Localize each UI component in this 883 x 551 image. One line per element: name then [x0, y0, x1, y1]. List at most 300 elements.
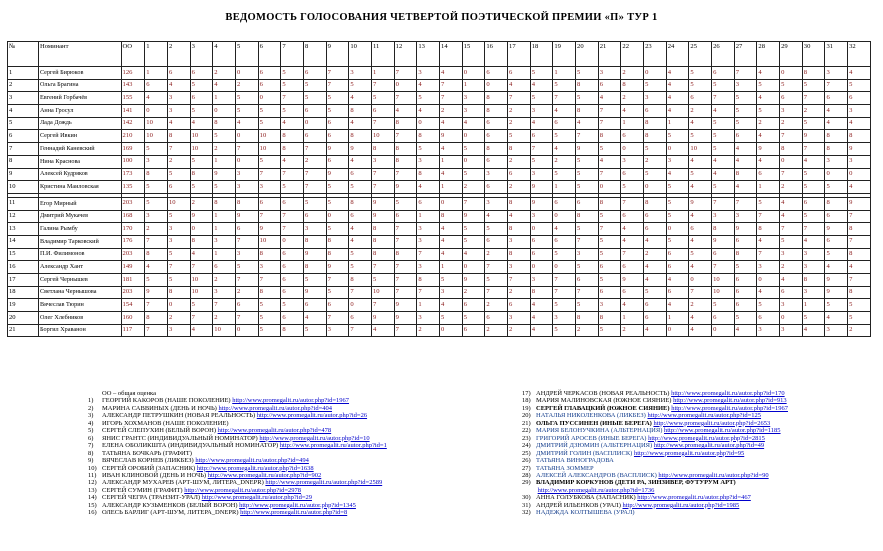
author-link[interactable]: http://www.promegalit.ru/autor.php?id=10 [259, 434, 370, 442]
juror-score-cell: 5 [508, 130, 531, 143]
juror-score-cell: 7 [598, 168, 621, 181]
juror-score-cell: 1 [553, 181, 576, 194]
author-link[interactable]: http://www.promegalit.ru/autor.php?id=2978 [184, 486, 301, 494]
juror-score-cell: 9 [258, 223, 281, 236]
juror-score-cell: 5 [712, 181, 735, 194]
juror-score-cell: 5 [576, 67, 599, 80]
juror-score-cell: 5 [644, 286, 667, 299]
juror-score-cell: 9 [734, 223, 757, 236]
author-link[interactable]: http://www.promegalit.ru/autor.php?id=494 [195, 457, 309, 465]
juror-score-cell: 0 [235, 130, 258, 143]
author-link[interactable]: http://www.promegalit.ru/autor.php?id=1967 [232, 397, 350, 405]
juror-score-cell: 7 [780, 168, 803, 181]
juror-score-cell: 0 [417, 117, 440, 130]
juror-score-cell: 5 [167, 168, 190, 181]
juror-score-cell: 8 [598, 197, 621, 210]
juror-score-cell: 0 [553, 210, 576, 223]
juror-score-cell: 3 [712, 210, 735, 223]
juror-score-cell: 8 [530, 286, 553, 299]
juror-score-cell: 6 [530, 235, 553, 248]
row-number: 9 [8, 168, 39, 181]
legend-number: 31) [522, 501, 531, 509]
juror-score-cell: 4 [757, 286, 780, 299]
legend-item [522, 450, 788, 457]
juror-score-cell: 3 [734, 79, 757, 92]
juror-score-cell: 0 [190, 223, 213, 236]
juror-score-cell: 8 [848, 286, 871, 299]
juror-score-cell: 3 [508, 235, 531, 248]
juror-score-cell: 7 [235, 312, 258, 325]
juror-score-cell: 8 [281, 324, 304, 337]
juror-score-cell: 5 [485, 274, 508, 287]
juror-score-cell: 3 [508, 261, 531, 274]
juror-score-cell: 2 [145, 223, 168, 236]
column-header: 14 [440, 42, 463, 67]
juror-score-cell: 6 [530, 130, 553, 143]
juror-score-cell: 7 [848, 235, 871, 248]
juror-score-cell: 6 [644, 312, 667, 325]
juror-score-cell: 7 [303, 181, 326, 194]
juror-score-cell: 6 [666, 248, 689, 261]
row-number: 5 [8, 117, 39, 130]
author-link[interactable]: http://www.promegalit.ru/autor.php?id=1638 [196, 464, 314, 472]
row-number: 20 [8, 312, 39, 325]
total-score-cell: 155 [121, 92, 145, 105]
juror-score-cell: 7 [576, 235, 599, 248]
juror-score-cell: 10 [258, 130, 281, 143]
legend-item [88, 479, 387, 486]
juror-score-cell: 6 [734, 130, 757, 143]
total-score-cell: 203 [121, 197, 145, 210]
juror-score-cell: 0 [848, 168, 871, 181]
juror-score-cell: 4 [417, 79, 440, 92]
juror-score-cell: 3 [326, 324, 349, 337]
author-link[interactable]: http://www.promegalit.ru/autor.php?id=8 [240, 509, 348, 517]
juror-score-cell: 8 [213, 197, 236, 210]
juror-score-cell: 3 [598, 67, 621, 80]
juror-score-cell: 8 [145, 248, 168, 261]
total-score-cell: 143 [121, 79, 145, 92]
juror-score-cell: 5 [440, 274, 463, 287]
juror-score-cell: 5 [757, 197, 780, 210]
juror-score-cell: 0 [666, 143, 689, 156]
juror-score-cell: 4 [145, 261, 168, 274]
juror-score-cell: 6 [326, 155, 349, 168]
legend-number: 29) [522, 479, 531, 487]
juror-score-cell: 8 [848, 130, 871, 143]
juror-score-cell: 8 [190, 168, 213, 181]
nominee-name: Светлана Чернышова [38, 286, 121, 299]
author-link[interactable]: http://www.promegalit.ru/autor.php?id=1736 [537, 486, 655, 494]
legend-item [88, 509, 387, 516]
juror-score-cell: 8 [825, 197, 848, 210]
juror-score-cell: 3 [462, 92, 485, 105]
juror-score-cell: 0 [281, 235, 304, 248]
column-header: 6 [258, 42, 281, 67]
legend-number: 15) [88, 501, 97, 509]
juror-score-cell: 0 [440, 197, 463, 210]
juror-score-cell: 5 [303, 197, 326, 210]
juror-score-cell: 8 [757, 223, 780, 236]
legend-item [88, 427, 387, 434]
juror-score-cell: 2 [689, 105, 712, 118]
juror-score-cell: 0 [326, 210, 349, 223]
juror-score-cell: 7 [372, 79, 395, 92]
juror-score-cell: 5 [281, 181, 304, 194]
juror-score-cell: 6 [644, 223, 667, 236]
juror-score-cell: 5 [757, 79, 780, 92]
juror-score-cell: 4 [825, 105, 848, 118]
legend-number: 27) [522, 464, 531, 472]
juror-score-cell: 5 [712, 299, 735, 312]
author-link[interactable]: http://www.promegalit.ru/autor.php?id=478 [217, 427, 332, 435]
table-row [8, 105, 871, 118]
table-row [8, 67, 871, 80]
author-link[interactable]: http://www.promegalit.ru/autor.php?id=90 [658, 471, 769, 479]
juror-score-cell: 8 [848, 223, 871, 236]
juror-score-cell: 2 [508, 117, 531, 130]
juror-score-cell: 2 [802, 105, 825, 118]
juror-score-cell: 5 [349, 261, 372, 274]
juror-score-cell: 6 [508, 299, 531, 312]
juror-name: ТАТЬЯНА БОЧКАРЬ (ГРАФИТ) [102, 449, 192, 457]
nominee-name: Галина Рымбу [38, 223, 121, 236]
juror-name: НАДЕЖДА КОЛТЫШЕВА (УРАЛ) [536, 509, 635, 517]
juror-score-cell: 3 [757, 261, 780, 274]
juror-score-cell: 6 [666, 286, 689, 299]
juror-score-cell: 0 [530, 261, 553, 274]
legend-item [522, 442, 788, 449]
legend-number: 16) [88, 509, 97, 517]
juror-score-cell: 4 [621, 235, 644, 248]
juror-score-cell: 4 [167, 79, 190, 92]
juror-score-cell: 5 [235, 261, 258, 274]
juror-score-cell: 7 [394, 92, 417, 105]
juror-score-cell: 0 [167, 299, 190, 312]
juror-score-cell: 6 [598, 261, 621, 274]
juror-score-cell: 4 [553, 143, 576, 156]
juror-score-cell: 7 [825, 79, 848, 92]
author-link[interactable]: http://www.promegalit.ru/autor.php?id=125 [647, 412, 762, 420]
juror-score-cell: 7 [508, 92, 531, 105]
juror-score-cell: 10 [190, 130, 213, 143]
table-row [8, 235, 871, 248]
juror-score-cell: 7 [167, 261, 190, 274]
column-header: 3 [190, 42, 213, 67]
juror-score-cell: 6 [190, 92, 213, 105]
juror-score-cell: 0 [530, 223, 553, 236]
juror-score-cell: 1 [757, 181, 780, 194]
author-link[interactable]: http://www.promegalit.ru/autor.php?id=1985 [622, 501, 740, 509]
author-link[interactable]: http://www.promegalit.ru/autor.php?id=467 [637, 494, 751, 502]
juror-score-cell: 0 [712, 324, 735, 337]
juror-score-cell: 4 [712, 168, 735, 181]
column-header: 20 [576, 42, 599, 67]
juror-score-cell: 5 [666, 235, 689, 248]
juror-score-cell: 2 [167, 312, 190, 325]
juror-score-cell: 2 [485, 299, 508, 312]
juror-score-cell: 8 [258, 286, 281, 299]
juror-score-cell: 5 [576, 168, 599, 181]
juror-score-cell: 7 [372, 299, 395, 312]
juror-score-cell: 0 [462, 155, 485, 168]
juror-score-cell: 9 [689, 197, 712, 210]
author-link[interactable]: http://www.promegalit.ru/autor.php?id=29 [201, 494, 312, 502]
juror-score-cell: 5 [598, 274, 621, 287]
juror-score-cell: 0 [145, 105, 168, 118]
juror-score-cell: 4 [530, 312, 553, 325]
juror-score-cell: 3 [825, 324, 848, 337]
legend-number: 26) [522, 457, 531, 465]
juror-score-cell: 9 [394, 299, 417, 312]
juror-score-cell: 3 [644, 92, 667, 105]
juror-score-cell: 8 [372, 143, 395, 156]
legend-item [88, 494, 387, 501]
juror-score-cell: 4 [802, 324, 825, 337]
juror-score-cell: 3 [167, 235, 190, 248]
juror-score-cell: 6 [485, 117, 508, 130]
juror-score-cell: 8 [167, 286, 190, 299]
juror-score-cell: 6 [372, 105, 395, 118]
juror-score-cell: 3 [598, 299, 621, 312]
column-header: 16 [485, 42, 508, 67]
juror-score-cell: 2 [303, 155, 326, 168]
juror-score-cell: 2 [508, 324, 531, 337]
juror-score-cell: 5 [553, 79, 576, 92]
author-link[interactable]: http://www.promegalit.ru/autor.php?id=1967 [671, 404, 788, 412]
total-score-cell: 173 [121, 168, 145, 181]
juror-score-cell: 4 [712, 105, 735, 118]
juror-score-cell: 8 [349, 130, 372, 143]
author-link[interactable]: http://www.promegalit.ru/autor.php?id=1 [279, 442, 387, 450]
column-header: 1 [145, 42, 168, 67]
juror-score-cell: 8 [349, 105, 372, 118]
juror-score-cell: 5 [213, 181, 236, 194]
author-link[interactable]: http://www.promegalit.ru/autor.php?id=170 [671, 390, 785, 397]
juror-score-cell: 3 [802, 261, 825, 274]
juror-score-cell: 0 [689, 274, 712, 287]
juror-score-cell: 6 [190, 67, 213, 80]
juror-score-cell: 4 [666, 299, 689, 312]
juror-score-cell: 7 [598, 117, 621, 130]
juror-score-cell: 5 [621, 181, 644, 194]
juror-score-cell: 4 [802, 155, 825, 168]
juror-score-cell: 6 [394, 210, 417, 223]
juror-score-cell: 7 [780, 130, 803, 143]
juror-score-cell: 5 [825, 181, 848, 194]
juror-name: ОЛЬГА ПУССИНЕН (ИНЫЕ БЕРЕГА) [536, 419, 652, 427]
juror-score-cell: 3 [372, 155, 395, 168]
juror-score-cell: 2 [621, 324, 644, 337]
juror-score-cell: 4 [145, 92, 168, 105]
juror-score-cell: 8 [485, 92, 508, 105]
legend-number: 17) [522, 390, 531, 397]
juror-score-cell: 5 [802, 210, 825, 223]
juror-score-cell: 5 [598, 324, 621, 337]
nominee-name: Анна Гросул [38, 105, 121, 118]
juror-score-cell: 5 [258, 312, 281, 325]
juror-score-cell: 6 [485, 130, 508, 143]
juror-score-cell: 7 [394, 223, 417, 236]
juror-name: СЕРГЕЙ ОРОБИЙ (ЗАПАСНИК) [102, 464, 196, 472]
juror-name: ИГОРЬ ХОХМАНОВ (НАШЕ ПОКОЛЕНИЕ) [102, 419, 229, 427]
juror-score-cell: 2 [462, 286, 485, 299]
juror-score-cell: 0 [235, 324, 258, 337]
juror-score-cell: 5 [644, 168, 667, 181]
table-row [8, 168, 871, 181]
juror-score-cell: 4 [848, 117, 871, 130]
juror-score-cell: 2 [621, 67, 644, 80]
juror-score-cell: 6 [598, 286, 621, 299]
juror-score-cell: 3 [417, 312, 440, 325]
juror-score-cell: 5 [326, 105, 349, 118]
juror-score-cell: 2 [213, 143, 236, 156]
juror-name: СЕРГЕЙ ЧЕГРА (ТРАНЗИТ-УРАЛ) [102, 494, 201, 502]
author-link[interactable]: http://www.promegalit.ru/autor.php?id=95 [633, 449, 745, 457]
juror-score-cell: 8 [394, 117, 417, 130]
juror-score-cell: 7 [848, 210, 871, 223]
author-link[interactable]: http://www.promegalit.ru/autor.php?id=2653 [653, 419, 771, 427]
legend-right [522, 390, 788, 517]
juror-name: АЛЕКСЕЙ АЛЕКСАНДРОВ (ВАСПЛИСК) [536, 471, 657, 479]
juror-score-cell: 6 [281, 286, 304, 299]
legend-number: 30) [522, 494, 531, 502]
juror-name: СЕРГЕЙ СУМИН (ГРАФИТ) [102, 486, 183, 494]
juror-score-cell: 4 [780, 197, 803, 210]
juror-score-cell: 3 [757, 324, 780, 337]
legend-number: 1) [88, 397, 94, 405]
author-link[interactable]: http://www.promegalit.ru/autor.php?id=1345 [239, 501, 356, 509]
juror-score-cell: 4 [802, 235, 825, 248]
juror-score-cell: 6 [712, 67, 735, 80]
legend-number: 7) [88, 442, 94, 450]
juror-score-cell: 0 [644, 67, 667, 80]
juror-score-cell: 4 [530, 79, 553, 92]
juror-score-cell: 5 [848, 79, 871, 92]
juror-score-cell: 5 [258, 117, 281, 130]
juror-score-cell: 0 [780, 312, 803, 325]
column-header: 21 [598, 42, 621, 67]
author-link[interactable]: http://www.promegalit.ru/autor.php?id=2815 [648, 434, 765, 442]
juror-score-cell: 7 [508, 274, 531, 287]
column-header: 13 [417, 42, 440, 67]
juror-score-cell: 6 [734, 235, 757, 248]
juror-score-cell: 7 [417, 248, 440, 261]
juror-score-cell: 3 [508, 312, 531, 325]
juror-score-cell: 0 [349, 299, 372, 312]
juror-score-cell: 1 [213, 223, 236, 236]
juror-score-cell: 6 [326, 117, 349, 130]
juror-score-cell: 7 [372, 261, 395, 274]
author-link[interactable]: http://www.promegalit.ru/autor.php?id=404 [218, 404, 333, 412]
juror-score-cell: 8 [372, 235, 395, 248]
legend-left [88, 390, 387, 517]
juror-score-cell: 6 [508, 67, 531, 80]
author-link[interactable]: http://www.promegalit.ru/autor.php?id=1185 [664, 427, 781, 435]
total-score-cell: 181 [121, 274, 145, 287]
nominee-name: Олег Хлебников [38, 312, 121, 325]
juror-score-cell: 7 [190, 261, 213, 274]
juror-score-cell: 6 [281, 261, 304, 274]
juror-score-cell: 6 [462, 299, 485, 312]
juror-score-cell: 7 [394, 324, 417, 337]
author-link[interactable]: http://www.promegalit.ru/autor.php?id=26 [256, 412, 368, 420]
column-header: № [8, 42, 39, 67]
table-row [8, 181, 871, 194]
juror-score-cell: 8 [417, 274, 440, 287]
juror-score-cell: 5 [712, 117, 735, 130]
column-header: 11 [372, 42, 395, 67]
juror-score-cell: 6 [712, 248, 735, 261]
legend-item [522, 472, 788, 479]
column-header: 4 [213, 42, 236, 67]
author-link[interactable]: http://www.promegalit.ru/autor.php?id=902 [207, 471, 322, 479]
juror-score-cell: 8 [417, 168, 440, 181]
juror-score-cell: 10 [190, 143, 213, 156]
legend-number: 14) [88, 494, 97, 502]
juror-score-cell: 4 [417, 181, 440, 194]
juror-score-cell: 5 [167, 274, 190, 287]
author-link[interactable]: http://www.promegalit.ru/autor.php?id=2589 [265, 479, 383, 487]
juror-score-cell: 6 [167, 67, 190, 80]
total-score-cell: 170 [121, 223, 145, 236]
row-number: 6 [8, 130, 39, 143]
legend-item [522, 427, 788, 434]
juror-score-cell: 8 [734, 168, 757, 181]
juror-score-cell: 8 [825, 143, 848, 156]
juror-score-cell: 7 [734, 67, 757, 80]
author-link[interactable]: http://www.promegalit.ru/autor.php?id=913 [673, 397, 787, 405]
total-score-cell: 135 [121, 181, 145, 194]
juror-score-cell: 4 [666, 274, 689, 287]
juror-score-cell: 4 [553, 223, 576, 236]
legend-number: 12) [88, 479, 97, 487]
juror-score-cell: 2 [508, 286, 531, 299]
juror-score-cell: 6 [621, 130, 644, 143]
juror-name: ГРИГОРИЙ АРОСЕВ (ИНЫЕ БЕРЕГА) [536, 434, 647, 442]
juror-score-cell: 2 [780, 261, 803, 274]
juror-score-cell: 6 [576, 274, 599, 287]
juror-score-cell: 4 [530, 299, 553, 312]
juror-score-cell: 5 [712, 79, 735, 92]
juror-score-cell: 4 [235, 117, 258, 130]
author-link[interactable]: http://www.promegalit.ru/autor.php?id=49 [653, 442, 765, 450]
table-row [8, 274, 871, 287]
juror-score-cell: 3 [235, 181, 258, 194]
juror-score-cell: 5 [553, 324, 576, 337]
juror-score-cell: 6 [508, 168, 531, 181]
juror-score-cell: 5 [757, 299, 780, 312]
juror-score-cell: 3 [417, 223, 440, 236]
juror-score-cell: 6 [349, 210, 372, 223]
table-row [8, 197, 871, 210]
juror-score-cell: 4 [553, 105, 576, 118]
juror-score-cell: 5 [689, 130, 712, 143]
juror-score-cell: 5 [462, 235, 485, 248]
juror-score-cell: 1 [802, 299, 825, 312]
juror-score-cell: 6 [281, 312, 304, 325]
juror-score-cell: 10 [712, 274, 735, 287]
legend-item [88, 457, 387, 464]
column-header: 18 [530, 42, 553, 67]
juror-score-cell: 4 [689, 155, 712, 168]
juror-score-cell: 4 [825, 312, 848, 325]
juror-score-cell: 5 [167, 210, 190, 223]
juror-score-cell: 7 [326, 79, 349, 92]
juror-score-cell: 4 [349, 92, 372, 105]
nominee-name: П.И. Филимонов [38, 248, 121, 261]
juror-score-cell: 8 [576, 79, 599, 92]
